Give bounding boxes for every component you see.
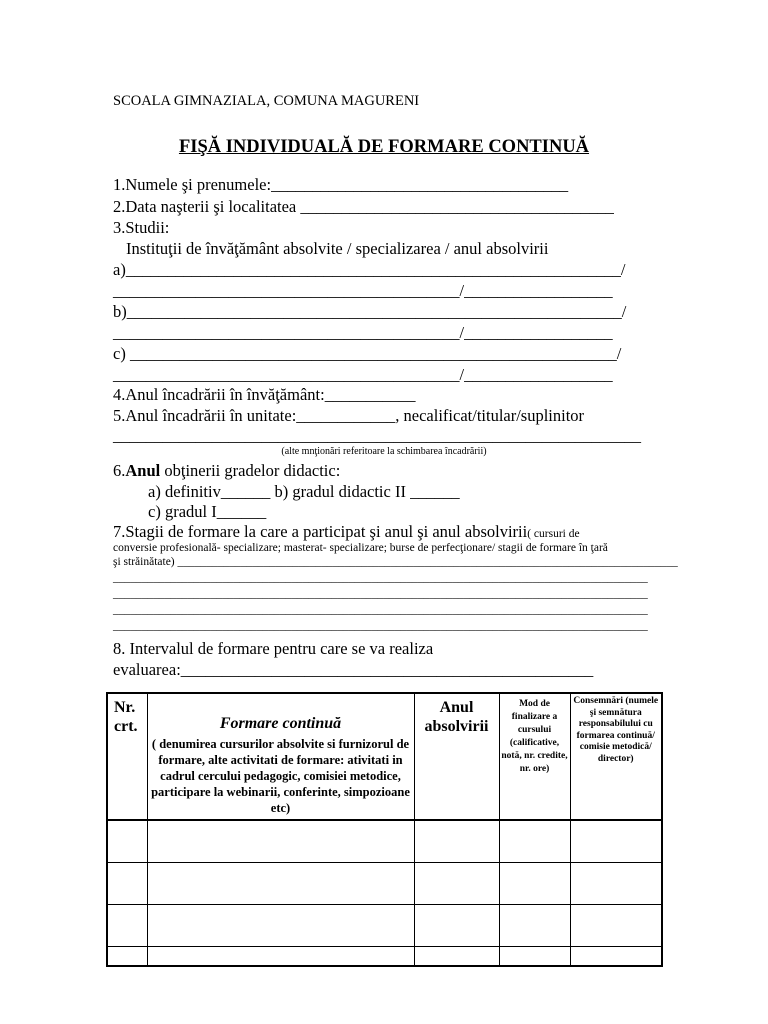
cell-nr[interactable]	[107, 820, 147, 862]
field-interval-line: evaluarea:__________________________________________________	[113, 660, 594, 679]
table-row	[107, 904, 662, 946]
cell-consemnari[interactable]	[570, 904, 662, 946]
cell-anul[interactable]	[414, 904, 499, 946]
table-row	[107, 820, 662, 862]
header-consemnari: Consemnări (numele şi semnătura responsabilului cu formarea continuă/ comisie metodică/ director)	[570, 693, 662, 820]
field-interval-tail: __	[113, 676, 130, 695]
header-formare	[147, 693, 414, 820]
field-training-line4: _____________________________________________________________________________________________	[113, 620, 648, 632]
field-c-line1: c) ___________________________________________________________/	[113, 344, 622, 363]
field-b-line2: __________________________________________/__________________	[113, 323, 613, 342]
field-grades-a: a) definitiv______ b) gradul didactic II ______	[148, 482, 460, 501]
cell-nr[interactable]	[107, 946, 147, 966]
field-name: 1.Numele şi prenumele:____________________________________	[113, 175, 569, 194]
field-b-line1: b)____________________________________________________________/	[113, 302, 627, 321]
cell-nr[interactable]	[107, 862, 147, 904]
header-mod: Mod de finalizare a cursului (calificative, notă, nr. credite, nr. ore)	[499, 693, 570, 820]
header-anul: Anul absolvirii	[414, 693, 499, 820]
table-row	[107, 946, 662, 966]
grades-prefix: 6.	[113, 461, 126, 480]
field-c-line2: __________________________________________/__________________	[113, 365, 613, 384]
field-grades	[113, 460, 340, 481]
field-training-desc: conversie profesională- specializare; masterat- specializare; burse de perfecţionare/ stagii de formare în ţară	[113, 542, 608, 554]
field-year-unit: 5.Anul încadrării în unitate:____________, necalificat/titular/suplinitor	[113, 406, 585, 425]
header-formare-sub: ( denumirea cursurilor absolvite si furnizorul de formare, alte activitati de formare: ativitati in cadrul cercului pedagogic, comisiei metodice, participare la webinarii, conferinte, simpozioane etc)	[151, 737, 410, 815]
cell-anul[interactable]	[414, 862, 499, 904]
document-title: FIŞĂ INDIVIDUALĂ DE FORMARE CONTINUĂ	[178, 137, 590, 157]
field-a-line2: __________________________________________/__________________	[113, 281, 613, 300]
field-interval: 8. Intervalul de formare pentru care se va realiza	[113, 639, 434, 658]
field-year-unit-note: (alte mnţionări referitoare la schimbarea încadrării)	[281, 446, 487, 457]
field-training-desc2: şi străinătate) _______________________________________________________________________________________	[113, 556, 678, 568]
cell-formare[interactable]	[147, 904, 414, 946]
training-main: 7.Stagii de formare la care a participat şi anul şi anul absolvirii	[113, 522, 528, 541]
cell-mod[interactable]	[499, 820, 570, 862]
cell-formare[interactable]	[147, 946, 414, 966]
school-name: SCOALA GIMNAZIALA, COMUNA MAGURENI	[113, 93, 420, 109]
cell-consemnari[interactable]	[570, 862, 662, 904]
field-training-line3: _____________________________________________________________________________________________	[113, 604, 648, 616]
grades-bold: Anul	[125, 461, 161, 480]
cell-consemnari[interactable]	[570, 946, 662, 966]
cell-mod[interactable]	[499, 904, 570, 946]
field-studies-sub: Instituţii de învăţământ absolvite / specializarea / anul absolvirii	[126, 239, 549, 258]
cell-formare[interactable]	[147, 820, 414, 862]
field-a-line1: a)____________________________________________________________/	[113, 260, 626, 279]
training-small1: ( cursuri de	[527, 528, 580, 540]
cell-nr[interactable]	[107, 904, 147, 946]
cell-mod[interactable]	[499, 946, 570, 966]
table-header-row	[107, 693, 662, 820]
cell-formare[interactable]	[147, 862, 414, 904]
field-year-unit-line: ________________________________________________________________	[113, 426, 641, 445]
cell-anul[interactable]	[414, 820, 499, 862]
field-grades-c: c) gradul I______	[148, 502, 267, 521]
field-training-line2: _____________________________________________________________________________________________	[113, 588, 648, 600]
training-table	[106, 692, 663, 967]
field-birth: 2.Data naşterii şi localitatea ______________________________________	[113, 197, 614, 216]
cell-consemnari[interactable]	[570, 820, 662, 862]
header-nr: Nr. crt.	[107, 693, 147, 820]
field-year-education: 4.Anul încadrării în învăţământ:___________	[113, 385, 416, 404]
cell-mod[interactable]	[499, 862, 570, 904]
grades-rest: obţinerii gradelor didactic:	[160, 461, 341, 480]
field-studies: 3.Studii:	[113, 218, 170, 237]
field-training-line1: _____________________________________________________________________________________________	[113, 572, 648, 584]
table-row	[107, 862, 662, 904]
cell-anul[interactable]	[414, 946, 499, 966]
header-formare-main: Formare continuă	[219, 715, 342, 732]
